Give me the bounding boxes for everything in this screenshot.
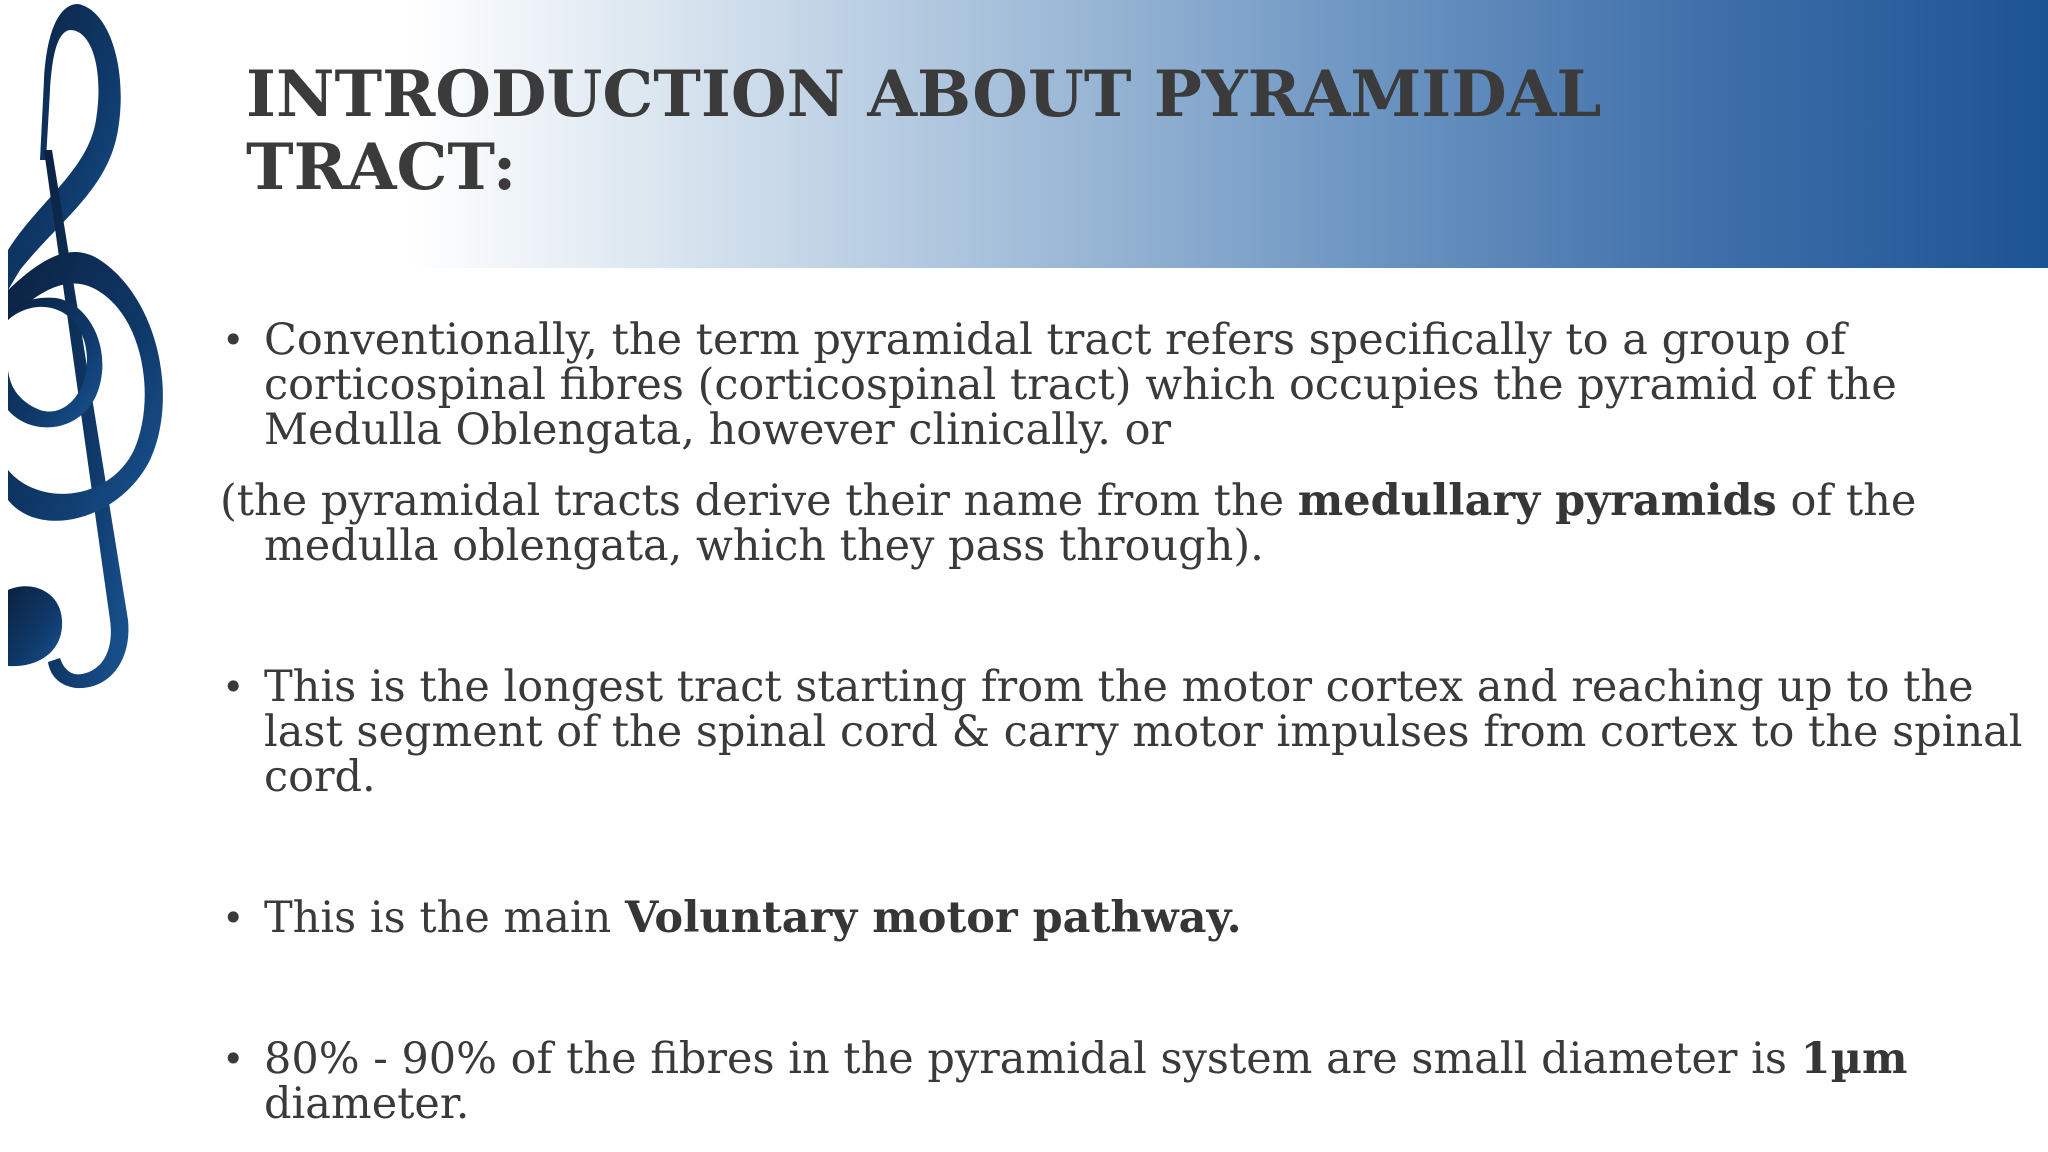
bullet-paragraph-4 xyxy=(220,893,2030,943)
slide-body xyxy=(220,315,2030,1129)
bullet-icon: • xyxy=(222,318,245,362)
paragraph-3-text: This is the longest tract starting from the motor cortex and reaching up to the last segment of the spinal cord & carry motor impulses from cortex to the spinal cord. xyxy=(264,662,2023,802)
bullet-icon: • xyxy=(222,1037,245,1081)
spacer xyxy=(220,569,2030,665)
bullet-paragraph-3 xyxy=(220,662,2030,802)
bullet-paragraph-5 xyxy=(220,1034,2030,1129)
paragraph-4-text-before: This is the main xyxy=(264,893,625,943)
treble-clef-icon xyxy=(0,0,180,700)
paragraph-2 xyxy=(220,476,2030,571)
paragraph-2-text-after: of the medulla oblengata, which they pass through). xyxy=(264,476,1917,571)
bullet-icon: • xyxy=(222,665,245,709)
slide-title: INTRODUCTION ABOUT PYRAMIDAL TRACT: xyxy=(246,57,1602,205)
spacer xyxy=(220,941,2030,1037)
paragraph-4-bold: Voluntary motor pathway. xyxy=(624,893,1242,943)
paragraph-5-text-before: 80% - 90% of the fibres in the pyramidal system are small diameter is xyxy=(264,1034,1801,1084)
spacer xyxy=(220,800,2030,896)
paragraph-5-bold: 1µm xyxy=(1800,1034,1908,1084)
paragraph-5-text-after: diameter. xyxy=(264,1079,470,1129)
paragraph-1-text: Conventionally, the term pyramidal tract refers specifically to a group of corticospinal fibres (corticospinal tract) which occupies the pyramid of the Medulla Oblengata, however clinically. or xyxy=(264,315,1897,455)
bullet-paragraph-1 xyxy=(220,315,2030,455)
bullet-icon: • xyxy=(222,896,245,940)
paragraph-2-bold: medullary pyramids xyxy=(1297,476,1777,526)
paragraph-2-text-before: (the pyramidal tracts derive their name from the xyxy=(220,476,1298,526)
